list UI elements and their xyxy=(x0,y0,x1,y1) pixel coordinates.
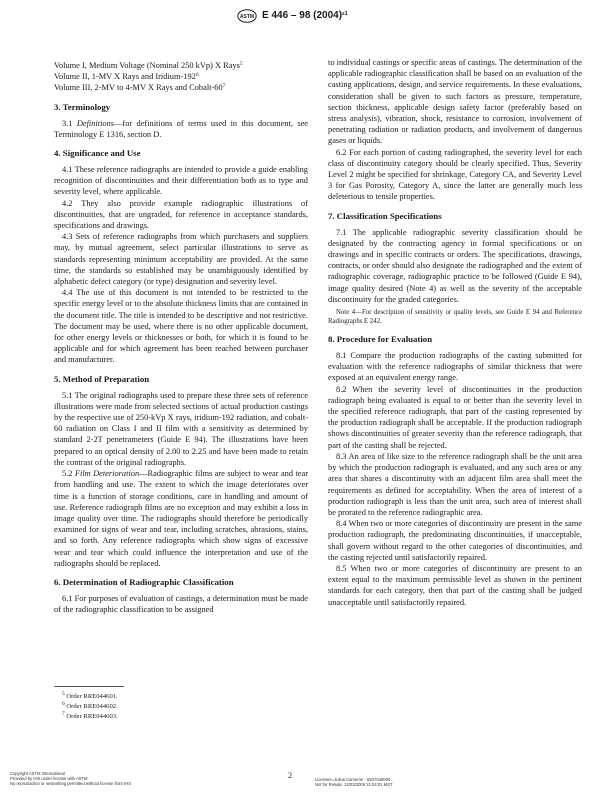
paragraph: 6.2 For each portion of casting radiographed, the severity level for each class of discontinuity category should be clearly specified. Thus, Severity Level 2 might be specified for shrinkage, Category CA, and Severity Level 3 for Gas Porosity, Category A, since the latter are generally much less deleterious to tensile properties. xyxy=(328,147,582,202)
license-footer xyxy=(315,777,393,787)
footer-line: Copyright ASTM International xyxy=(10,771,65,776)
paragraph: 4.1 These reference radiographs are intended to provide a guide enabling recognition of discontinuities and their differentiation both as to type and severity level, where applicable. xyxy=(54,165,308,197)
paragraph: 5.2 Film Deterioration—Radiographic films are subject to wear and tear from handling and use. The extent to which the image deteriorates over time is a function of storage conditions, care in handling and amount of use. Reference radiograph films are no exception and may exhibit a loss in image quality over time. The radiographs should therefore be periodically examined for signs of wear and tear, including scratches, abrasions, stains, and so forth. Any reference radiographs which show signs of excessive wear and tear which could influence the interpretation and use of the radiographs should be replaced. xyxy=(54,469,308,568)
volume-line: Volume II, 1-MV X Rays and Iridium-$192^6$ xyxy=(54,72,199,82)
section-heading: 7. Classification Specifications xyxy=(328,210,442,221)
paragraph: 6.1 For purposes of evaluation of castings, a determination must be made of the radiographic classification to be assigned xyxy=(54,593,308,615)
paragraph: 4.2 They also provide example radiographic illustrations of discontinuities, that are ungraded, for reference in acceptance standards, specifications and drawings. xyxy=(54,198,308,231)
paragraph: to individual castings or specific areas of castings. The determination of the applicable radiographic classification shall be based on an evaluation of the casting applications, design, and service requirements. In these evaluations, consideration shall be given to such factors as pressure, temperature, section thickness, applicable design safety factor (preferably based on stress analysis), vibration, shock, resistance to corrosion, involvement of penetrating radiation or radiation products, and involvement of dangerous gases or liquids. xyxy=(328,58,582,146)
paragraph: 4.4 The use of this document is not intended to be restricted to the specific energy level or to the absolute thickness limits that are contained in the document title. The title is intended to be descriptive and not restrictive. The document may be used, where there is no other applicable document, for other energy levels or thicknesses or both, for which it is found to be applicable and for which agreement has been reached between purchaser and manufacturer. xyxy=(54,288,308,365)
section-heading: 8. Procedure for Evaluation xyxy=(328,334,433,345)
paragraph: 7.1 The applicable radiographic severity classification should be designated by the contracting agency in formal specifications or on drawings and in specific contracts or orders. The specifications, drawings, contracts, or order should also designate the radiographed and the extent of radiographic coverage, radiographic practice to be followed (Guide E 94), image quality desired (Note 4) as well as the severity of the acceptable discontinuity for the graded categories. xyxy=(328,227,582,304)
section-heading: 4. Significance and Use xyxy=(54,148,141,159)
note: Note 4—For description of sensitivity or quality levels, see Guide E 94 and Reference Radiographs E 242. xyxy=(328,309,582,326)
footnote-divider xyxy=(54,686,124,687)
paragraph: 8.3 An area of like size to the reference radiograph shall be the unit area by which the production radiograph is evaluated, and any such area or any area that shares a discontinuity with an adjacent film area shall meet the requirements as defined for acceptability. When the area of interest of a production radiograph is less than the unit area, such area of interest shall be prorated to the reference radiographic area. xyxy=(328,451,582,517)
volume-line: Volume III, 2-MV to 4-MV X Rays and Cobalt-$60^7$ xyxy=(54,83,226,93)
paragraph: 3.1 Definitions—for definitions of terms used in this document, see Terminology E 1316, section D. xyxy=(54,118,309,139)
section-heading: 6. Determination of Radiographic Classification xyxy=(54,576,234,587)
astm-logo-icon xyxy=(237,9,257,23)
footnote: $^7$ Order RRE044603. xyxy=(62,711,118,720)
copyright-footer xyxy=(10,771,131,787)
right-column xyxy=(328,57,582,608)
paragraph: 8.5 When two or more categories of discontinuity are present to an extent equal to the maximum permissible level as shown in the pertinent standards for each category, then that part of the casting shall be judged unacceptable until satisfactorily repaired. xyxy=(328,563,582,607)
footnote: $^6$ Order RRE044602. xyxy=(62,701,118,710)
document-designation: E 446 – 98 $(2004)^{\varepsilon 1}$ xyxy=(262,10,348,21)
footer-line: No reproduction or networking permitted without license from IHS xyxy=(10,781,132,787)
section-heading: 3. Terminology xyxy=(54,101,111,112)
paragraph: 8.4 When two or more categories of discontinuity are present in the same production radiograph, the predominating discontinuities, if unacceptable, shall govern without regard to the other categories of discontinuities, and the casting rejected until satisfactorily repaired. xyxy=(328,519,582,562)
left-column xyxy=(54,60,308,615)
paragraph: 5.1 The original radiographs used to prepare these three sets of reference illustrations were made from selected sections of actual production castings by the respective use of 250-kVp X rays, iridium-192 radiation, and cobalt-60 radiation on Class I and II film with a sensitivity as determined by standard 2-2T penetrameters (Guide E 94). The illustrations have been prepared to an optical density of 2.00 to 2.25 and have been made to retain the contrast of the original radiographs. xyxy=(54,390,308,467)
footer-line: Provided by IHS under license with ASTM xyxy=(10,776,88,782)
footnotes xyxy=(62,692,118,722)
footer-line: Not for Resale, 12/03/2006 21:04:01 MST xyxy=(315,782,393,788)
page-number: 2 xyxy=(288,771,292,780)
volume-line: Volume I, Medium Voltage (Nominal 250 kVp) X Rays$^5$ xyxy=(54,61,243,70)
paragraph: 8.2 When the severity level of discontinuities in the production radiograph being evaluated is equal to or better than the severity level in the specified reference radiograph, that part of the casting represented by the production radiograph shall be acceptable. If the production radiograph shows discontinuities of greater severity than the reference radiograph, that part of the casting shall be rejected. xyxy=(328,384,582,450)
svg-text:ASTM: ASTM xyxy=(239,14,255,20)
paragraph: 8.1 Compare the production radiographs of the casting submitted for evaluation with the reference radiographs of similar thickness that were exposed at an equivalent energy range. xyxy=(328,351,582,383)
footer-line: Licensee=Julius Cameron - 5937049000 xyxy=(315,777,391,782)
paragraph: 4.3 Sets of reference radiographs from which purchasers and suppliers may, by mutual agreement, select particular illustrations to serve as standards representing minimum acceptability are provided. At the same time, the standards so established may be unambiguously identified by alphabetic defect category (or type) designation and severity level. xyxy=(54,232,308,287)
page-header xyxy=(0,9,600,25)
footnote: $^5$ Order RRE044601. xyxy=(62,691,118,700)
section-heading: 5. Method of Preparation xyxy=(54,373,150,384)
